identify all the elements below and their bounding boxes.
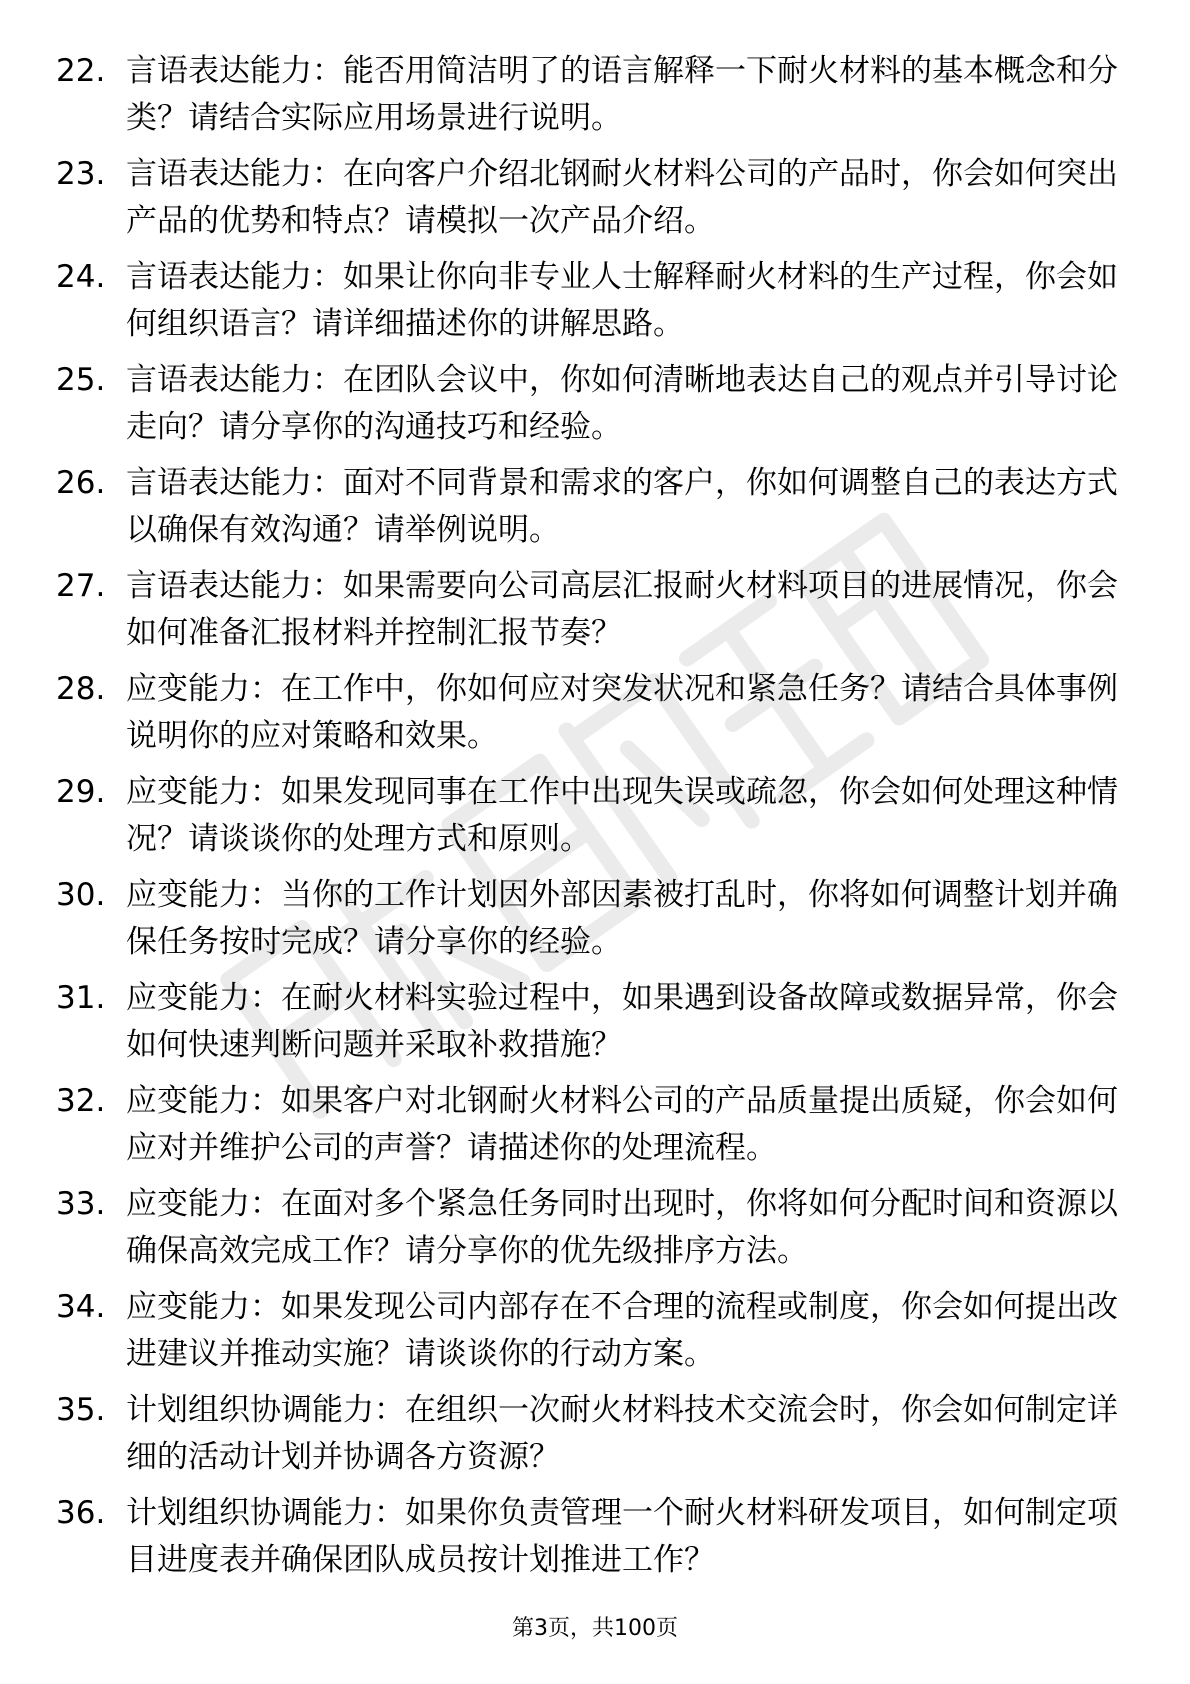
question-text: 言语表达能力：如果需要向公司高层汇报耐火材料项目的进展情况，你会如何准备汇报材料并控制汇报节奏？ bbox=[126, 568, 1118, 651]
question-number: 32. bbox=[56, 1083, 106, 1119]
question-text: 应变能力：当你的工作计划因外部因素被打乱时，你将如何调整计划并确保任务按时完成？请分享你的经验。 bbox=[126, 877, 1118, 960]
question-list bbox=[56, 48, 1126, 1593]
question-number: 29. bbox=[56, 774, 106, 810]
question-item bbox=[56, 563, 1126, 657]
page-footer bbox=[0, 1614, 1190, 1644]
question-item bbox=[56, 769, 1126, 863]
question-number: 30. bbox=[56, 877, 106, 913]
question-number: 35. bbox=[56, 1392, 106, 1428]
question-number: 22. bbox=[56, 53, 106, 89]
question-item bbox=[56, 975, 1126, 1069]
question-item bbox=[56, 1181, 1126, 1275]
question-text: 应变能力：在耐火材料实验过程中，如果遇到设备故障或数据异常，你会如何快速判断问题并采取补救措施？ bbox=[126, 980, 1118, 1063]
question-item bbox=[56, 1490, 1126, 1584]
question-number: 24. bbox=[56, 259, 106, 295]
question-number: 25. bbox=[56, 362, 106, 398]
question-item bbox=[56, 460, 1126, 554]
question-text: 言语表达能力：面对不同背景和需求的客户，你如何调整自己的表达方式以确保有效沟通？请举例说明。 bbox=[126, 465, 1118, 548]
question-item bbox=[56, 1387, 1126, 1481]
page-number-label: 第3页，共100页 bbox=[512, 1616, 678, 1641]
question-item bbox=[56, 1284, 1126, 1378]
question-number: 26. bbox=[56, 465, 106, 501]
question-number: 36. bbox=[56, 1495, 106, 1531]
question-text: 应变能力：在工作中，你如何应对突发状况和紧急任务？请结合具体事例说明你的应对策略和效果。 bbox=[126, 671, 1118, 754]
question-text: 言语表达能力：如果让你向非专业人士解释耐火材料的生产过程，你会如何组织语言？请详细描述你的讲解思路。 bbox=[126, 259, 1118, 342]
question-text: 言语表达能力：能否用简洁明了的语言解释一下耐火材料的基本概念和分类？请结合实际应用场景进行说明。 bbox=[126, 53, 1118, 136]
question-item bbox=[56, 357, 1126, 451]
question-text: 言语表达能力：在向客户介绍北钢耐火材料公司的产品时，你会如何突出产品的优势和特点？请模拟一次产品介绍。 bbox=[126, 156, 1118, 239]
question-number: 33. bbox=[56, 1186, 106, 1222]
question-text: 计划组织协调能力：如果你负责管理一个耐火材料研发项目，如何制定项目进度表并确保团队成员按计划推进工作？ bbox=[126, 1495, 1118, 1578]
question-text: 应变能力：在面对多个紧急任务同时出现时，你将如何分配时间和资源以确保高效完成工作？请分享你的优先级排序方法。 bbox=[126, 1186, 1118, 1269]
question-item bbox=[56, 872, 1126, 966]
question-number: 23. bbox=[56, 156, 106, 192]
question-text: 应变能力：如果发现同事在工作中出现失误或疏忽，你会如何处理这种情况？请谈谈你的处理方式和原则。 bbox=[126, 774, 1118, 857]
question-item bbox=[56, 254, 1126, 348]
question-number: 34. bbox=[56, 1289, 106, 1325]
question-number: 28. bbox=[56, 671, 106, 707]
question-number: 27. bbox=[56, 568, 106, 604]
question-item bbox=[56, 666, 1126, 760]
question-number: 31. bbox=[56, 980, 106, 1016]
question-text: 言语表达能力：在团队会议中，你如何清晰地表达自己的观点并引导讨论走向？请分享你的沟通技巧和经验。 bbox=[126, 362, 1118, 445]
question-text: 计划组织协调能力：在组织一次耐火材料技术交流会时，你会如何制定详细的活动计划并协调各方资源？ bbox=[126, 1392, 1118, 1475]
question-item bbox=[56, 151, 1126, 245]
question-item bbox=[56, 48, 1126, 142]
question-text: 应变能力：如果发现公司内部存在不合理的流程或制度，你会如何提出改进建议并推动实施？请谈谈你的行动方案。 bbox=[126, 1289, 1118, 1372]
question-text: 应变能力：如果客户对北钢耐火材料公司的产品质量提出质疑，你会如何应对并维护公司的声誉？请描述你的处理流程。 bbox=[126, 1083, 1118, 1166]
question-item bbox=[56, 1078, 1126, 1172]
